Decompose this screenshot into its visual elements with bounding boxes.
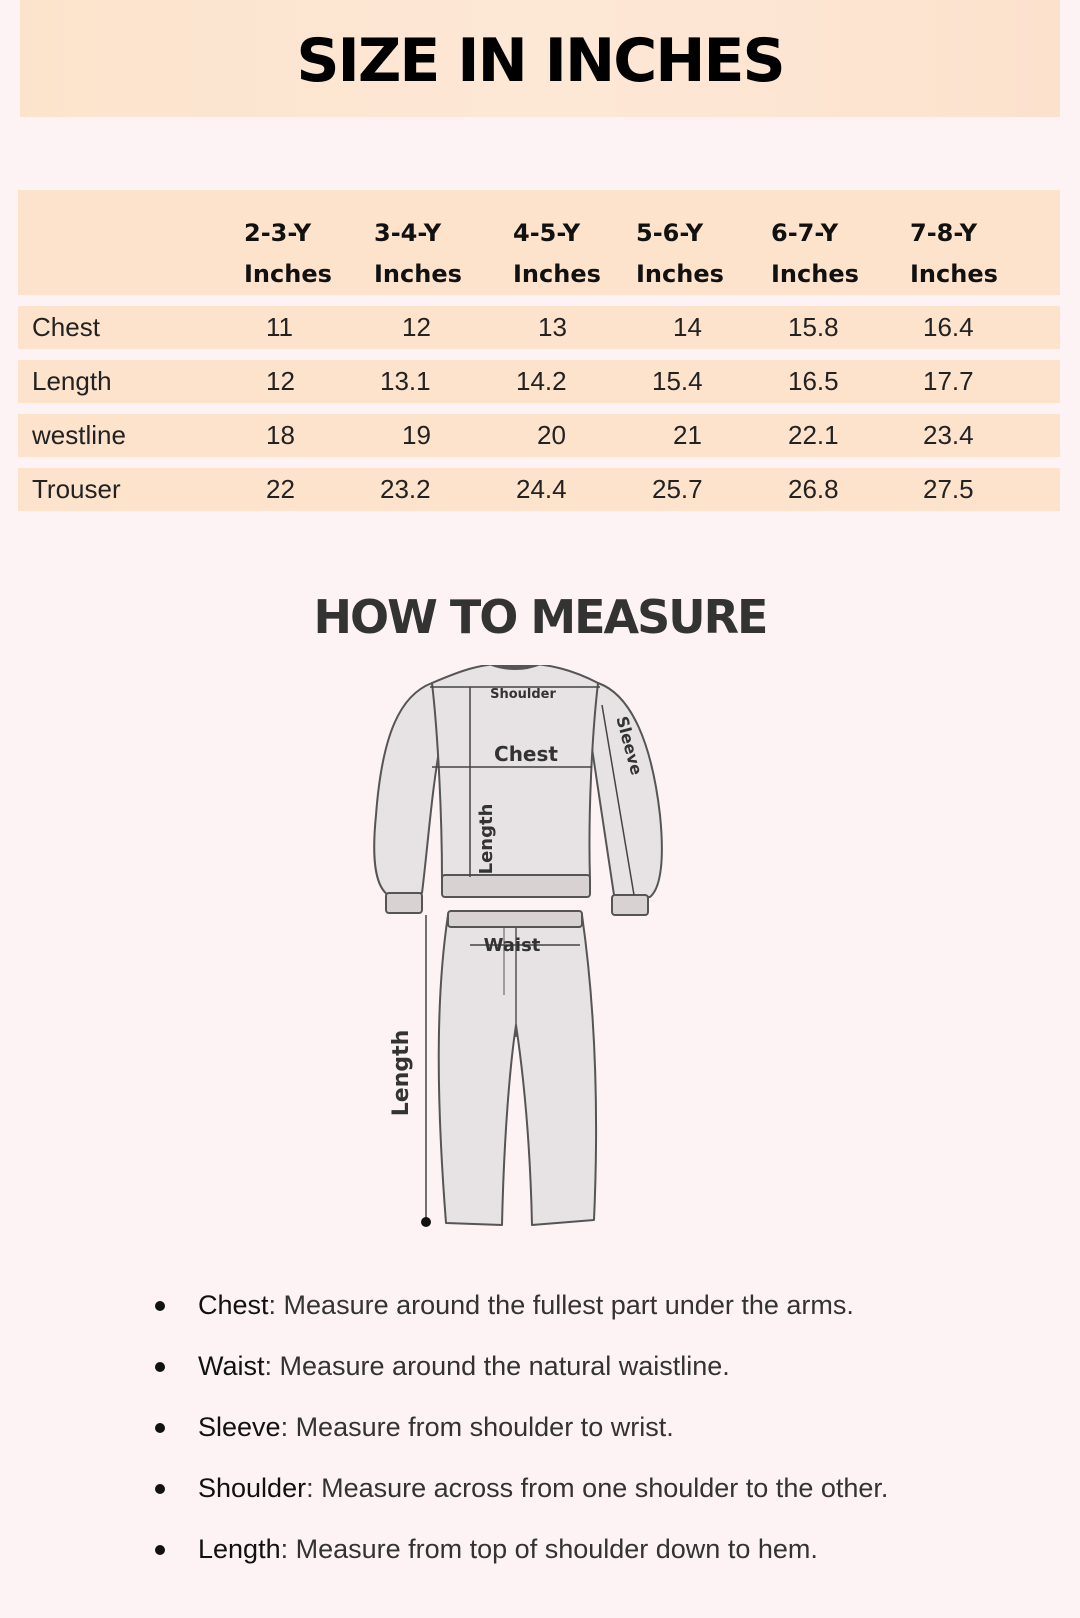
header-size: 4-5-Y bbox=[513, 219, 581, 247]
list-item bbox=[150, 1534, 1050, 1595]
bullet-icon bbox=[155, 1362, 165, 1372]
table-cell: 16.5 bbox=[788, 366, 839, 396]
header-unit: Inches bbox=[374, 260, 462, 288]
table-cell: 24.4 bbox=[516, 474, 567, 504]
table-cell: 11 bbox=[266, 312, 293, 342]
bullet-text: : Measure across from one shoulder to the other. bbox=[306, 1473, 889, 1503]
label-waist: Waist bbox=[483, 935, 541, 956]
list-item bbox=[150, 1351, 1050, 1412]
table-row-chest bbox=[18, 306, 1060, 349]
how-to-measure-heading: HOW TO MEASURE bbox=[313, 590, 767, 644]
header-3-4y bbox=[374, 213, 462, 295]
bullet-icon bbox=[155, 1545, 165, 1555]
bullet-icon bbox=[155, 1301, 165, 1311]
header-size: 3-4-Y bbox=[374, 219, 442, 247]
table-cell: 17.7 bbox=[923, 366, 974, 396]
bullet-text: : Measure around the fullest part under the arms. bbox=[268, 1290, 854, 1320]
table-cell: 12 bbox=[402, 312, 431, 342]
row-label: Trouser bbox=[32, 474, 121, 504]
label-top-length: Length bbox=[476, 803, 497, 875]
bullet-term: Length bbox=[198, 1534, 281, 1564]
table-cell: 18 bbox=[266, 420, 295, 450]
bullet-term: Sleeve bbox=[198, 1412, 281, 1442]
header-5-6y bbox=[636, 213, 724, 295]
header-unit: Inches bbox=[910, 260, 998, 288]
header-unit: Inches bbox=[771, 260, 859, 288]
list-item bbox=[150, 1412, 1050, 1473]
label-pant-length: Length bbox=[389, 1029, 414, 1117]
table-row-westline bbox=[18, 414, 1060, 457]
row-label: Length bbox=[32, 366, 112, 396]
bullet-term: Shoulder bbox=[198, 1473, 307, 1503]
title-banner bbox=[20, 0, 1060, 117]
table-cell: 20 bbox=[537, 420, 566, 450]
table-cell: 22.1 bbox=[788, 420, 839, 450]
header-7-8y bbox=[910, 213, 998, 295]
table-cell: 23.4 bbox=[923, 420, 974, 450]
measure-instructions bbox=[150, 1290, 1050, 1595]
bullet-text: : Measure from shoulder to wrist. bbox=[280, 1412, 674, 1442]
list-item bbox=[150, 1473, 1050, 1534]
bullet-term: Chest bbox=[198, 1290, 269, 1320]
table-cell: 27.5 bbox=[923, 474, 974, 504]
table-cell: 13.1 bbox=[380, 366, 431, 396]
row-label: Chest bbox=[32, 312, 100, 342]
table-row-length bbox=[18, 360, 1060, 403]
size-table bbox=[18, 190, 1060, 511]
bullet-text: : Measure around the natural waistline. bbox=[264, 1351, 730, 1381]
measurement-illustration bbox=[370, 665, 690, 1265]
table-cell: 14.2 bbox=[516, 366, 567, 396]
header-size: 7-8-Y bbox=[910, 219, 978, 247]
trousers bbox=[439, 911, 596, 1225]
bullet-term: Waist bbox=[198, 1351, 265, 1381]
page-title: SIZE IN INCHES bbox=[296, 25, 784, 96]
table-cell: 26.8 bbox=[788, 474, 839, 504]
table-cell: 22 bbox=[266, 474, 295, 504]
table-cell: 23.2 bbox=[380, 474, 431, 504]
table-cell: 21 bbox=[673, 420, 702, 450]
label-sleeve: Sleeve bbox=[612, 714, 647, 778]
table-cell: 14 bbox=[673, 312, 702, 342]
table-cell: 13 bbox=[538, 312, 567, 342]
table-header bbox=[18, 190, 1060, 295]
label-shoulder: Shoulder bbox=[490, 687, 556, 702]
bullet-icon bbox=[155, 1423, 165, 1433]
header-unit: Inches bbox=[513, 260, 601, 288]
header-6-7y bbox=[771, 213, 859, 295]
row-label: westline bbox=[32, 420, 126, 450]
table-cell: 19 bbox=[402, 420, 431, 450]
table-cell: 16.4 bbox=[923, 312, 974, 342]
label-chest: Chest bbox=[494, 742, 558, 766]
length-endpoint bbox=[421, 1217, 431, 1227]
header-2-3y bbox=[244, 213, 332, 295]
header-unit: Inches bbox=[636, 260, 724, 288]
sweatshirt bbox=[374, 665, 662, 915]
table-cell: 12 bbox=[266, 366, 295, 396]
list-item bbox=[150, 1290, 1050, 1351]
header-size: 6-7-Y bbox=[771, 219, 839, 247]
header-size: 5-6-Y bbox=[636, 219, 704, 247]
bullet-icon bbox=[155, 1484, 165, 1494]
header-unit: Inches bbox=[244, 260, 332, 288]
header-4-5y bbox=[513, 213, 601, 295]
header-size: 2-3-Y bbox=[244, 219, 312, 247]
table-cell: 25.7 bbox=[652, 474, 703, 504]
bullet-text: : Measure from top of shoulder down to hem. bbox=[280, 1534, 818, 1564]
table-cell: 15.8 bbox=[788, 312, 839, 342]
table-cell: 15.4 bbox=[652, 366, 703, 396]
table-row-trouser bbox=[18, 468, 1060, 511]
